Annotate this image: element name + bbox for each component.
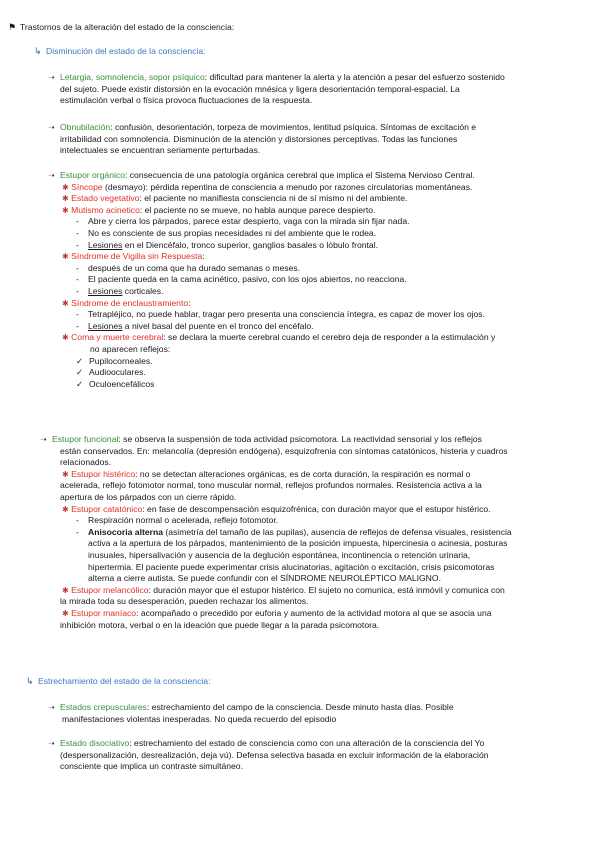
star-icon: ✱ — [62, 608, 69, 618]
document-title: ⚑ Trastornos de la alteración del estado de la consciencia: — [8, 22, 235, 32]
star-icon: ✱ — [62, 504, 69, 514]
sub-item: ✱ Estupor maníaco: acompañado o precedido por euforia y aumento de la actividad motora al que se asocia una — [62, 607, 492, 618]
star-icon: ✱ — [62, 333, 69, 343]
list-item: ➝ Letargia, somnolencia, sopor psíquico: dificultad para mantener la alerta y la atención a pesar del esfuerzo sostenido del sujeto. Puede existir distorsión en la evocación mnésica y ligera desorientación temporal-espacial. La estimulación verbal o física provoca fluctuaciones de la respuesta. — [48, 72, 505, 106]
star-icon: ✱ — [62, 252, 69, 262]
dash-item: - Lesiones a nivel basal del puente en el tronco del encéfalo. — [76, 320, 314, 331]
sub-item: ✱ Síncope (desmayo): pérdida repentina de consciencia a menudo por razones circulatorias momentáneas. — [62, 181, 473, 192]
list-item: ➝ Obnubilación: confusión, desorientación, torpeza de movimientos, lentitud psíquica. Síntomas de excitación e irritabilidad con somnolencia. Disminución de la atención y distorsiones perceptivas. Todas las funciones intelectuales se encuentran seriamente perturbadas. — [48, 122, 477, 156]
checkmark-icon: ✓ — [76, 355, 84, 366]
dash-item: - No es consciente de sus propias necesidades ni del ambiente que le rodea. — [76, 227, 377, 238]
sub-item: ✱ Síndrome de Vigilia sin Respuesta: — [62, 251, 205, 262]
arrow-right-icon: ➝ — [48, 171, 55, 180]
check-item: ✓ Oculoencefálicos — [76, 378, 155, 389]
dash-item: - Abre y cierra los párpados, parece estar despierto, vaga con la mirada sin fijar nada. — [76, 216, 410, 227]
return-arrow-icon: ↳ — [34, 46, 42, 56]
sub-item: ✱ Estupor melancólico: duración mayor que el estupor histérico. El sujeto no comunica, está inmóvil y comunica con — [62, 584, 505, 595]
star-icon: ✱ — [62, 585, 69, 595]
dash-item: - El paciente queda en la cama acinético, pasivo, con los ojos abiertos, no reacciona. — [76, 274, 407, 285]
star-icon: ✱ — [62, 205, 69, 215]
sub-item: ✱ Estupor catatónico: en fase de descompensación esquizofrénica, con duración mayor que el estupor histérico. — [62, 503, 491, 514]
sub-item: ✱ Mutismo acinetico: el paciente no se mueve, no habla aunque parece despierto. — [62, 204, 376, 215]
star-icon: ✱ — [62, 469, 69, 479]
section-heading: ↳ Estrechamiento del estado de la consciencia: — [26, 676, 211, 686]
star-icon: ✱ — [62, 298, 69, 308]
checkmark-icon: ✓ — [76, 378, 84, 389]
dash-item: - Respiración normal o acelerada, reflejo fotomotor. — [76, 515, 279, 526]
flag-icon: ⚑ — [8, 22, 17, 32]
star-icon: ✱ — [62, 182, 69, 192]
list-item: ➝ Estupor orgánico: consecuencia de una patología orgánica cerebral que implica el Sistema Nervioso Central. ✱ Síncope (desmayo): pérdida repentina de consciencia a menudo por razones circulatorias momentáneas. ✱ Estado vegetativo: el paciente no manifiesta consciencia ni de sí mismo ni del ambiente. ✱ Mutismo acinetico: el paciente no se mueve, no habla aunque parece despierto. - Abre y cierra los párpados, parece estar despierto, vaga con la mirada sin fijar nada. - No es consciente de sus propias necesidades ni del ambiente que le rodea. - Lesiones en el Diencéfalo, tronco superior, ganglios basales o lóbulo frontal. ✱ Síndrome de Vigilia sin Respuesta: - después de un coma que ha durado semanas o meses. - El paciente queda en la cama acinético, pasivo, con los ojos abiertos, no reacciona. - Lesiones corticales. ✱ Síndrome de enclaustramiento: - Tetrapléjico, no puede hablar, tragar pero presenta una consciencia íntegra, es capaz de mover los ojos. - Lesiones a nivel basal del puente en el tronco del encéfalo. ✱ Coma y muerte cerebral: se declara la muerte cerebral cuando el cerebro deja de responder a la estimulación y no aparecen reflejos: ✓ Pupilocorneales. ✓ Audiooculares. ✓ Oculoencefálicos — [48, 170, 496, 389]
arrow-right-icon: ➝ — [48, 73, 55, 82]
sub-item: ✱ Síndrome de enclaustramiento: — [62, 297, 191, 308]
arrow-right-icon: ➝ — [48, 703, 55, 712]
check-item: ✓ Pupilocorneales. — [76, 355, 153, 366]
arrow-right-icon: ➝ — [48, 123, 55, 132]
dash-item: - Lesiones en el Diencéfalo, tronco superior, ganglios basales o lóbulo frontal. — [76, 239, 378, 250]
dash-item: - Tetrapléjico, no puede hablar, tragar pero presenta una consciencia íntegra, es capaz de mover los ojos. — [76, 309, 485, 320]
sub-item: ✱ Coma y muerte cerebral: se declara la muerte cerebral cuando el cerebro deja de responder a la estimulación y — [62, 332, 496, 343]
sub-item: ✱ Estupor histérico: no se detectan alteraciones orgánicas, es de corta duración, la respiración es normal o — [62, 468, 471, 479]
dash-item: - Anisocoria alterna (asimetría del tamaño de las pupilas), ausencia de reflejos de defensa visuales, resistencia — [76, 526, 512, 537]
dash-item: - Lesiones corticales. — [76, 285, 164, 296]
list-item: ➝ Estado disociativo: estrechamiento del estado de consciencia como con una alteración de la consciencia del Yo (despersonalización, desrealización, deja vú). Defensa selectiva basada en excluir información de la elaboración consciente que implica un contraste simultáneo. — [48, 738, 489, 772]
arrow-right-icon: ➝ — [48, 739, 55, 748]
list-item: ➝ Estupor funcional: se observa la suspensión de toda actividad psicomotora. La reactividad sensorial y los reflejos están conservados. En: melancolía (depresión endógena), esquizofrenia con síntomas catatónicos, histeria y cuadros relacionados. ✱ Estupor histérico: no se detectan alteraciones orgánicas, es de corta duración, la respiración es normal o acelerada, reflejo fotomotor normal, tono muscular normal, reflejos profundos normales. Resistencia activa a la apertura de los párpados con un cierre rápido. ✱ Estupor catatónico: en fase de descompensación esquizofrénica, con duración mayor que el estupor histérico. - Respiración normal o acelerada, reflejo fotomotor. - Anisocoria alterna (asimetría del tamaño de las pupilas), ausencia de reflejos de defensa visuales, resistencia activa a la apertura de los párpados, mantenimiento de la posición impuesta, hipercinesia o acinesia, posturas inusuales, hipersalivación y ausencia de la deglución espontánea, incontinencia o retención urinaria, hipertermia. El paciente puede experimentar crisis alucinatorias, agitación o excitación, crisis psicomotoras alterna a cierre autista. Se puede confundir con el SÍNDROME NEUROLÉPTICO MALIGNO. ✱ Estupor melancólico: duración mayor que el estupor histérico. El sujeto no comunica, está inmóvil y comunica con la mirada toda su desesperación, pueden rechazar los alimentos. ✱ Estupor maníaco: acompañado o precedido por euforia y aumento de la actividad motora al que se asocia una inhibición motora, verbal o en la ideación que puede llegar a la parada psicomotora. — [40, 434, 512, 630]
star-icon: ✱ — [62, 194, 69, 204]
checkmark-icon: ✓ — [76, 367, 84, 378]
sub-item: ✱ Estado vegetativo: el paciente no manifiesta consciencia ni de sí mismo ni del ambiente. — [62, 193, 408, 204]
section-heading: ↳ Disminución del estado de la consciencia: — [34, 46, 206, 56]
return-arrow-icon: ↳ — [26, 676, 34, 686]
arrow-right-icon: ➝ — [40, 435, 47, 444]
dash-item: - después de un coma que ha durado semanas o meses. — [76, 262, 301, 273]
list-item: ➝ Estados crepusculares: estrechamiento del campo de la consciencia. Desde minuto hasta días. Posible manifestaciones violentas inesperadas. No queda recuerdo del episodio — [48, 702, 454, 724]
check-item: ✓ Audiooculares. — [76, 367, 146, 378]
